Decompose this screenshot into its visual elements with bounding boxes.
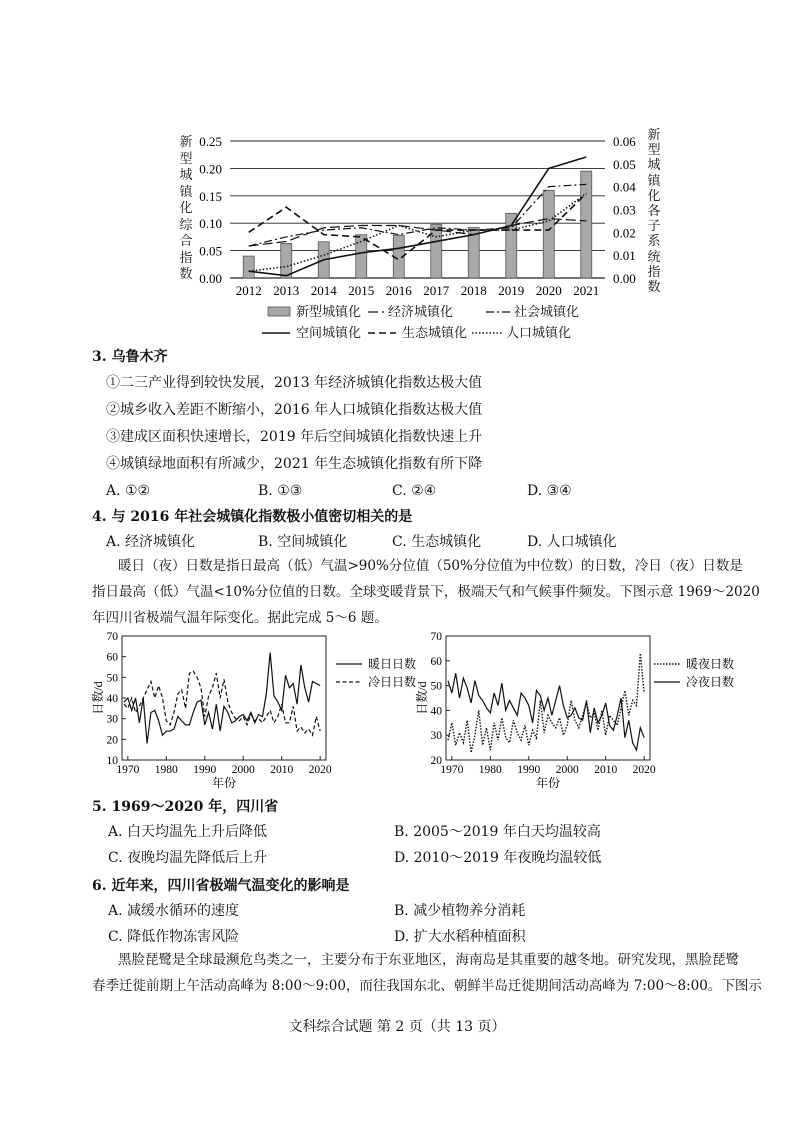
q4-option-b: B. 空间城镇化 [258, 534, 348, 550]
y-tick-label: 40 [106, 693, 118, 705]
y-tick-label: 0.25 [199, 134, 222, 149]
legend-label-econ: 经济城镇化 [388, 305, 454, 320]
q3-option-d: D. ③④ [527, 483, 572, 499]
left-axis-label-char: 城 [179, 168, 193, 183]
q6-option-d: D. 扩大水稻种植面积 [394, 929, 526, 945]
y-tick-label: 50 [430, 680, 442, 693]
bar [431, 224, 442, 278]
right-axis-label-char: 指 [647, 264, 661, 280]
y-tick-label: 20 [430, 755, 442, 767]
warm-cold-night-chart [412, 630, 752, 790]
legend-label-bar: 新型城镇化 [296, 305, 362, 320]
page-footer: 文科综合试题 第 2 页（共 13 页） [288, 1019, 506, 1035]
q5-title: 5. 1969～2020 年，四川省 [92, 799, 279, 815]
x-tick-label: 1990 [517, 764, 541, 776]
y-tick-label: 50 [106, 672, 118, 685]
passage2-line2: 春季迁徙前期上午活动高峰为 8:00～9:00，而往我国东北、朝鲜半岛迁徙期间活动高峰为 7:00～8:00。下图示 [92, 978, 762, 994]
cold-night-line [448, 673, 644, 750]
y-tick-label: 0.15 [199, 188, 222, 204]
x-tick-label: 2013 [273, 283, 300, 298]
passage2-line1: 黑脸琵鹭是全球最濒危鸟类之一，主要分布于东亚地区，海南岛是其重要的越冬地。研究发现，黑脸琵鹭 [118, 952, 739, 968]
right-axis-label-char: 新 [647, 128, 661, 143]
y2-tick-label: 0.01 [613, 248, 636, 264]
x-tick-label: 2014 [310, 283, 337, 298]
q3-option-a: A. ①② [106, 483, 151, 499]
legend-label-pop: 人口城镇化 [506, 326, 572, 341]
cold-night-legend-label: 冷夜日数 [686, 675, 735, 689]
y-tick-label: 0.05 [199, 243, 222, 259]
q4-title: 4. 与 2016 年社会城镇化指数极小值密切相关的是 [92, 509, 413, 525]
x-tick-label: 2017 [423, 283, 450, 298]
q5-option-c: C. 夜晚均温先降低后上升 [108, 850, 268, 866]
y2-tick-label: 0.02 [613, 225, 636, 241]
x-tick-label: 2020 [308, 764, 332, 776]
q3-title: 3. 乌鲁木齐 [92, 349, 168, 365]
right-axis-label-char: 化 [647, 188, 661, 204]
y2-tick-label: 0.05 [613, 156, 636, 172]
legend-swatch-bar [268, 307, 290, 316]
bar [356, 235, 367, 278]
right-axis-label-char: 城 [647, 158, 661, 174]
left-axis-label-char: 型 [179, 151, 193, 167]
x-tick-label: 1980 [478, 764, 502, 776]
right-axis-label-char: 数 [647, 280, 661, 295]
right-axis-label-char: 系 [647, 234, 661, 250]
warm-cold-day-chart [88, 630, 428, 790]
x-tick-label: 1980 [154, 764, 178, 776]
q6-option-c: C. 降低作物冻害风险 [108, 929, 240, 945]
y-tick-label: 10 [106, 755, 118, 767]
x-tick-label: 2000 [555, 764, 579, 776]
q3-option-b: B. ①③ [258, 483, 303, 499]
right-axis-label-char: 镇 [647, 173, 661, 189]
x-tick-label: 2010 [270, 764, 294, 776]
y-tick-label: 60 [106, 651, 118, 664]
legend-label-eco: 生态城镇化 [402, 326, 468, 341]
x-tick-label: 2018 [460, 283, 487, 298]
y-tick-label: 0.20 [199, 161, 222, 177]
legend-label-spatial: 空间城镇化 [296, 326, 362, 341]
q5-option-d: D. 2010～2019 年夜晚均温较低 [394, 850, 602, 866]
y-tick-label: 70 [106, 631, 118, 643]
y-tick-label: 30 [106, 713, 118, 726]
q5-option-b: B. 2005～2019 年白天均温较高 [394, 824, 601, 840]
q4-option-c: C. 生态城镇化 [392, 534, 482, 550]
y-tick-label: 40 [430, 705, 442, 718]
q6-option-a: A. 减缓水循环的速度 [108, 903, 240, 919]
x-tick-label: 2015 [348, 283, 375, 298]
urbanization-index-chart [0, 0, 794, 345]
x-tick-label: 2021 [573, 283, 600, 298]
x-tick-label: 2016 [385, 283, 412, 298]
warm-night-legend-label: 暖夜日数 [686, 657, 735, 671]
passage1-line1: 暖日（夜）日数是指日最高（低）气温>90%分位值（50%分位值为中位数）的日数，冷日（夜）日数是 [118, 558, 743, 574]
x-tick-label: 1990 [193, 764, 217, 776]
x-tick-label: 2012 [235, 283, 262, 298]
x-tick-label: 1970 [440, 764, 464, 776]
right-axis-label-char: 子 [647, 219, 661, 235]
q4-option-d: D. 人口城镇化 [527, 534, 617, 550]
x-tick-label: 2020 [632, 764, 656, 776]
econ-line [249, 219, 587, 246]
x-tick-label: 2019 [498, 283, 525, 298]
right-axis-label-char: 统 [647, 249, 661, 265]
y2-tick-label: 0.06 [613, 134, 636, 149]
y-tick-label: 70 [430, 631, 442, 643]
legend-label-social: 社会城镇化 [514, 305, 580, 320]
q3-item-3: ③建成区面积快速增长，2019 年后空间城镇化指数快速上升 [106, 429, 483, 445]
y2-tick-label: 0.04 [613, 179, 636, 195]
warm-day-line [124, 653, 320, 744]
left-axis-label-char: 新 [179, 135, 193, 150]
passage1-line3: 年四川省极端气温年际变化。据此完成 5～6 题。 [92, 610, 388, 626]
bar [281, 243, 292, 278]
q3-item-4: ④城镇绿地面积有所减少，2021 年生态城镇化指数有所下降 [106, 456, 483, 472]
pop-line [249, 194, 587, 272]
y-axis-label: 日数/d [91, 681, 105, 715]
y-tick-label: 60 [430, 655, 442, 668]
y-tick-label: 0.00 [199, 271, 222, 286]
q3-item-1: ①二三产业得到较快发展，2013 年经济城镇化指数达极大值 [106, 375, 483, 391]
left-axis-label-char: 化 [179, 201, 193, 216]
bar [506, 213, 517, 278]
left-axis-label-char: 数 [179, 267, 193, 282]
q3-item-2: ②城乡收入差距不断缩小，2016 年人口城镇化指数达极大值 [106, 402, 483, 418]
q5-option-a: A. 白天均温先上升后降低 [108, 824, 268, 840]
left-axis-label-char: 镇 [179, 184, 193, 200]
eco-line [249, 194, 587, 260]
q6-option-b: B. 减少植物养分消耗 [394, 903, 526, 919]
left-axis-label-char: 综 [179, 217, 193, 233]
y-axis-label: 日数/d [415, 681, 429, 715]
q6-title: 6. 近年来，四川省极端气温变化的影响是 [92, 878, 350, 894]
x-axis-label: 年份 [535, 776, 561, 790]
y2-tick-label: 0.00 [613, 271, 636, 286]
right-axis-label-char: 各 [647, 204, 661, 219]
x-axis-label: 年份 [211, 776, 237, 790]
q3-option-c: C. ②④ [392, 483, 437, 499]
bar [543, 190, 554, 278]
bar [243, 256, 254, 278]
bar [581, 171, 592, 278]
x-tick-label: 1970 [116, 764, 140, 776]
x-tick-label: 2020 [535, 283, 562, 298]
warm-day-legend-label: 暖日日数 [368, 657, 417, 671]
y2-tick-label: 0.03 [613, 202, 636, 218]
left-axis-label-char: 合 [179, 234, 193, 249]
right-axis-label-char: 型 [647, 143, 661, 159]
q4-option-a: A. 经济城镇化 [106, 534, 196, 550]
y-tick-label: 0.10 [199, 216, 222, 232]
x-tick-label: 2000 [231, 764, 255, 776]
y-tick-label: 20 [106, 734, 118, 747]
passage1-line2: 指日最高（低）气温<10%分位值的日数。全球变暖背景下，极端天气和气候事件频发。下图示意 1969～2020 [92, 584, 760, 600]
cold-day-line [124, 671, 320, 735]
cold-day-legend-label: 冷日日数 [368, 675, 417, 689]
left-axis-label-char: 指 [179, 250, 193, 266]
x-tick-label: 2010 [594, 764, 618, 776]
y-tick-label: 30 [430, 730, 442, 743]
